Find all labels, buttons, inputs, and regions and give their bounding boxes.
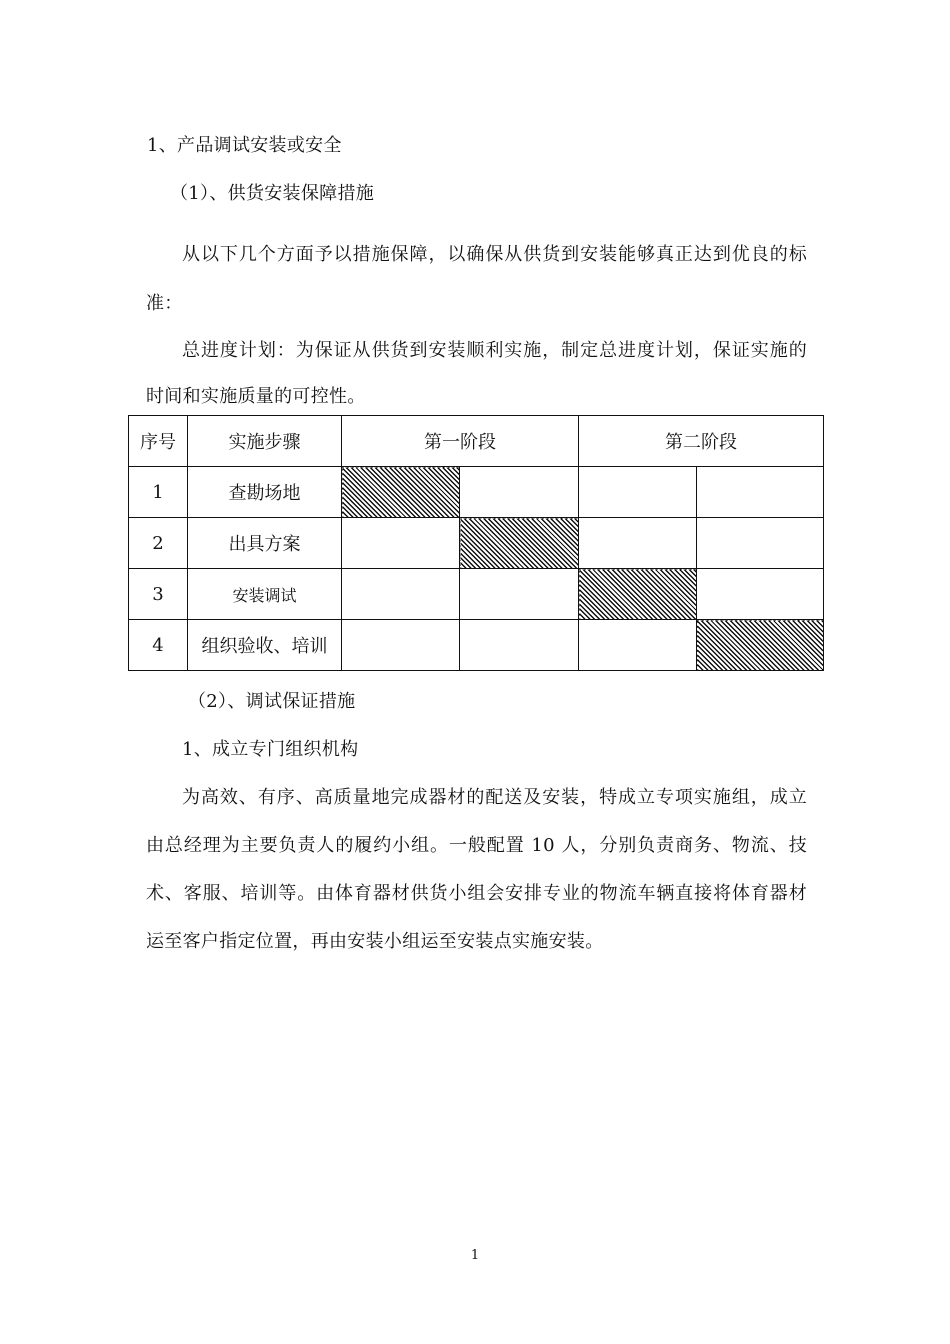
gantt-empty-cell	[697, 467, 824, 518]
gantt-empty-cell	[342, 569, 460, 620]
header-cell-phase-two: 第二阶段	[579, 416, 824, 467]
gantt-empty-cell	[697, 518, 824, 569]
gantt-empty-cell	[697, 569, 824, 620]
section-heading: 1、产品调试安装或安全	[147, 135, 342, 156]
intro-paragraph-line: 从以下几个方面予以措施保障，以确保从供货到安装能够真正达到优良的标	[182, 244, 807, 265]
row-step-cell: 查勘场地	[188, 467, 342, 518]
gantt-empty-cell	[460, 467, 579, 518]
row-number-cell: 1	[129, 467, 188, 518]
item-heading: 1、成立专门组织机构	[182, 739, 359, 760]
gantt-empty-cell	[342, 620, 460, 671]
row-number-cell: 2	[129, 518, 188, 569]
table-row	[129, 467, 824, 518]
schedule-table	[128, 415, 824, 671]
gantt-bar-cell	[579, 569, 697, 620]
gantt-empty-cell	[579, 518, 697, 569]
header-cell-step: 实施步骤	[188, 416, 342, 467]
table-row	[129, 518, 824, 569]
gantt-empty-cell	[579, 467, 697, 518]
page-number: 1	[470, 1248, 480, 1263]
row-number-cell: 4	[129, 620, 188, 671]
intro-paragraph-line: 准：	[146, 293, 183, 314]
gantt-bar-cell	[342, 467, 460, 518]
gantt-empty-cell	[579, 620, 697, 671]
gantt-empty-cell	[460, 620, 579, 671]
gantt-bar-cell	[460, 518, 579, 569]
plan-paragraph-line: 时间和实施质量的可控性。	[146, 386, 366, 407]
body-paragraph-line: 运至客户指定位置，再由安装小组运至安装点实施安装。	[146, 931, 604, 952]
gantt-empty-cell	[460, 569, 579, 620]
header-cell-phase-one: 第一阶段	[342, 416, 579, 467]
table-row	[129, 620, 824, 671]
body-paragraph-line: 术、客服、培训等。由体育器材供货小组会安排专业的物流车辆直接将体育器材	[146, 883, 807, 904]
row-step-cell: 出具方案	[188, 518, 342, 569]
gantt-bar-cell	[697, 620, 824, 671]
plan-paragraph-line: 总进度计划：为保证从供货到安装顺利实施，制定总进度计划，保证实施的	[182, 340, 807, 361]
gantt-empty-cell	[342, 518, 460, 569]
body-paragraph-line: 为高效、有序、高质量地完成器材的配送及安装，特成立专项实施组，成立	[182, 787, 807, 808]
table-header-row	[129, 416, 824, 467]
sub-heading-supply-installation: （1）、供货安装保障措施	[170, 183, 375, 204]
row-step-cell: 组织验收、培训	[188, 620, 342, 671]
header-cell-number: 序号	[129, 416, 188, 467]
row-step-cell: 安装调试	[188, 569, 342, 620]
table-row	[129, 569, 824, 620]
sub-heading-debugging: （2）、调试保证措施	[188, 691, 356, 712]
body-paragraph-line: 由总经理为主要负责人的履约小组。一般配置 10 人，分别负责商务、物流、技	[146, 835, 807, 856]
row-number-cell: 3	[129, 569, 188, 620]
